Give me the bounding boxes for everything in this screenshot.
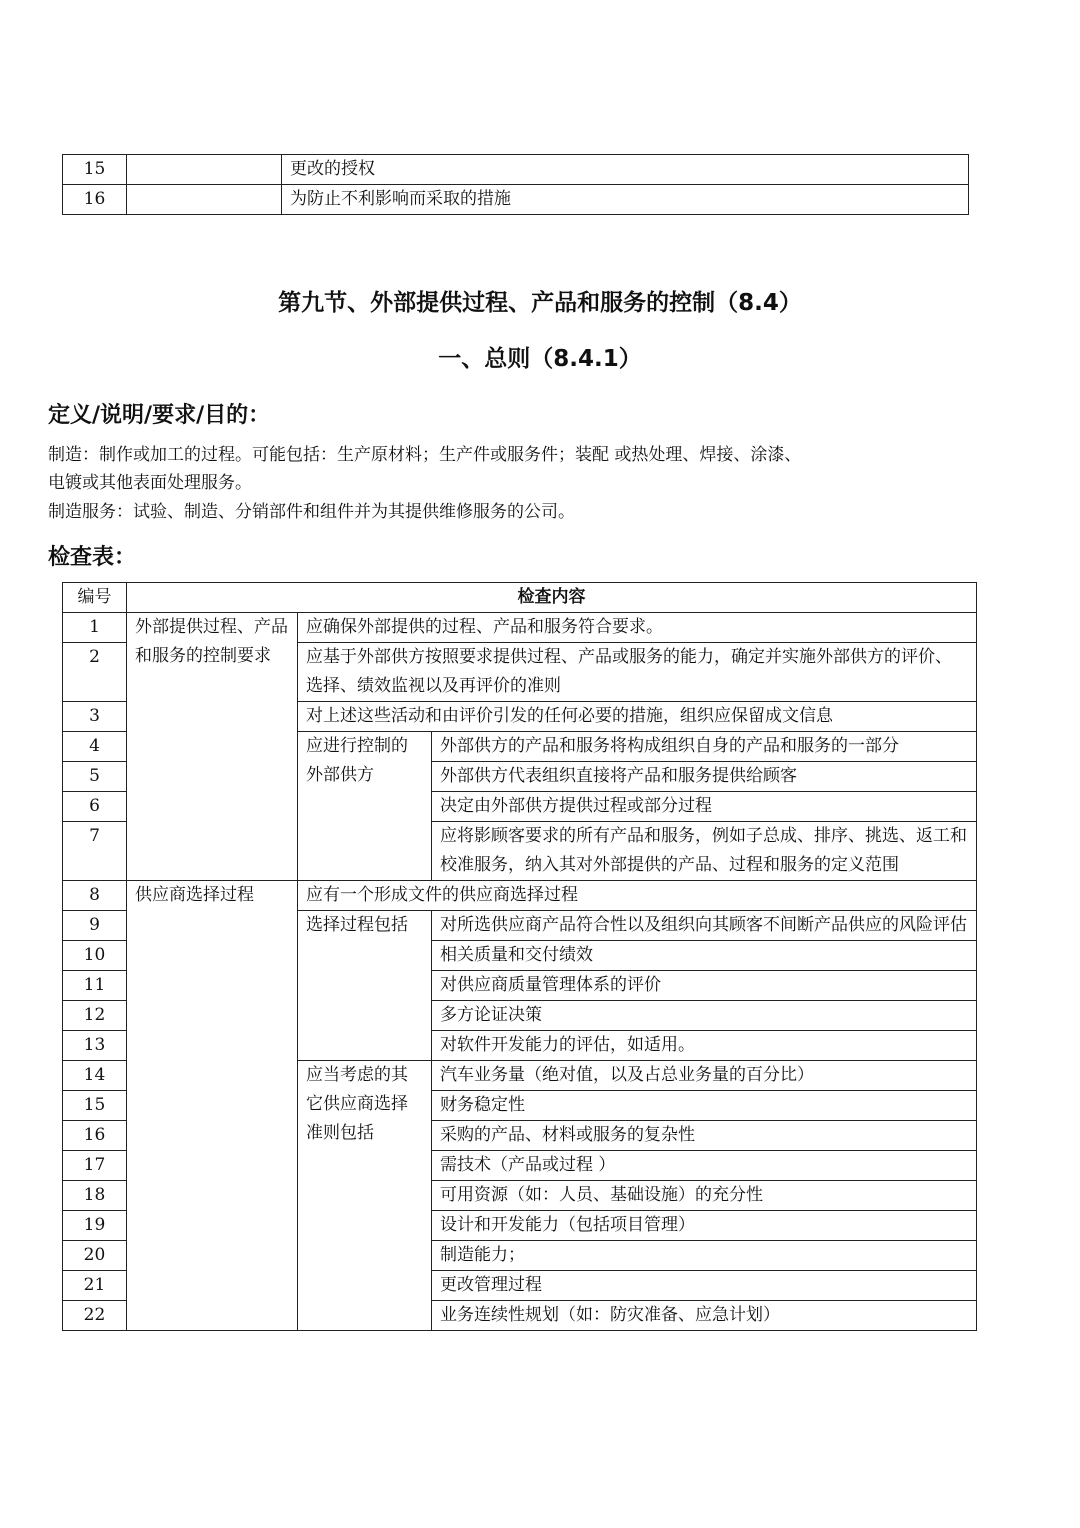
row-number: 5	[63, 762, 127, 792]
row-number: 13	[63, 1031, 127, 1061]
row-number: 6	[63, 792, 127, 822]
subsection-title: 一、总则（8.4.1）	[438, 346, 642, 372]
row-text: 对软件开发能力的评估，如适用。	[432, 1031, 977, 1061]
table-row	[63, 881, 977, 911]
group-label: 外部提供过程、产品和服务的控制要求	[127, 613, 298, 881]
empty-cell	[127, 155, 282, 185]
row-text: 更改管理过程	[432, 1271, 977, 1301]
row-number: 15	[63, 155, 127, 185]
row-text: 对供应商质量管理体系的评价	[432, 971, 977, 1001]
row-number: 7	[63, 822, 127, 881]
row-text: 采购的产品、材料或服务的复杂性	[432, 1121, 977, 1151]
row-text: 应确保外部提供的过程、产品和服务符合要求。	[298, 613, 977, 643]
row-number: 2	[63, 643, 127, 702]
row-text: 可用资源（如：人员、基础设施）的充分性	[432, 1181, 977, 1211]
row-text: 对上述这些活动和由评价引发的任何必要的措施，组织应保留成文信息	[298, 702, 977, 732]
row-text: 对所选供应商产品符合性以及组织向其顾客不间断产品供应的风险评估	[432, 911, 977, 941]
row-text: 应将影顾客要求的所有产品和服务，例如子总成、排序、挑选、返工和校准服务，纳入其对外部提供的产品、过程和服务的定义范围	[432, 822, 977, 881]
row-number: 20	[63, 1241, 127, 1271]
row-number: 14	[63, 1061, 127, 1091]
row-text: 多方论证决策	[432, 1001, 977, 1031]
row-number: 12	[63, 1001, 127, 1031]
row-text: 设计和开发能力（包括项目管理）	[432, 1211, 977, 1241]
row-number: 16	[63, 1121, 127, 1151]
row-number: 22	[63, 1301, 127, 1331]
row-text: 业务连续性规划（如：防灾准备、应急计划）	[432, 1301, 977, 1331]
row-text: 为防止不利影响而采取的措施	[282, 185, 969, 215]
row-number: 10	[63, 941, 127, 971]
empty-cell	[127, 185, 282, 215]
row-text: 财务稳定性	[432, 1091, 977, 1121]
row-number: 18	[63, 1181, 127, 1211]
row-number: 16	[63, 185, 127, 215]
checklist-heading: 检查表：	[48, 545, 137, 570]
row-text: 外部供方的产品和服务将构成组织自身的产品和服务的一部分	[432, 732, 977, 762]
row-text: 外部供方代表组织直接将产品和服务提供给顾客	[432, 762, 977, 792]
row-number: 1	[63, 613, 127, 643]
row-number: 17	[63, 1151, 127, 1181]
row-text: 需技术（产品或过程 ）	[432, 1151, 977, 1181]
sub-group-label: 选择过程包括	[298, 911, 432, 1061]
section-title: 第九节、外部提供过程、产品和服务的控制（8.4）	[278, 290, 802, 316]
definition-line: 电镀或其他表面处理服务。	[48, 473, 252, 493]
row-text: 制造能力；	[432, 1241, 977, 1271]
group-label: 供应商选择过程	[127, 881, 298, 1331]
row-text: 汽车业务量（绝对值，以及占总业务量的百分比）	[432, 1061, 977, 1091]
table-row	[63, 185, 969, 215]
sub-group-label: 应当考虑的其它供应商选择准则包括	[298, 1061, 432, 1331]
continued-table	[62, 154, 969, 215]
row-number: 8	[63, 881, 127, 911]
row-text: 相关质量和交付绩效	[432, 941, 977, 971]
row-number: 15	[63, 1091, 127, 1121]
row-number: 3	[63, 702, 127, 732]
definition-heading: 定义/说明/要求/目的：	[48, 403, 271, 428]
row-number: 4	[63, 732, 127, 762]
row-number: 11	[63, 971, 127, 1001]
checklist-table	[62, 582, 977, 1331]
header-content: 检查内容	[127, 583, 977, 613]
table-row	[63, 155, 969, 185]
row-text: 决定由外部供方提供过程或部分过程	[432, 792, 977, 822]
row-number: 19	[63, 1211, 127, 1241]
table-header-row	[63, 583, 977, 613]
header-number: 编号	[63, 583, 127, 613]
definition-line: 制造服务：试验、制造、分销部件和组件并为其提供维修服务的公司。	[48, 502, 575, 522]
row-number: 9	[63, 911, 127, 941]
definition-line: 制造：制作或加工的过程。可能包括：生产原材料；生产件或服务件；装配 或热处理、焊接、涂漆、	[48, 445, 802, 465]
row-text: 更改的授权	[282, 155, 969, 185]
row-text: 应基于外部供方按照要求提供过程、产品或服务的能力，确定并实施外部供方的评价、选择、绩效监视以及再评价的准则	[298, 643, 977, 702]
sub-group-label: 应进行控制的外部供方	[298, 732, 432, 881]
row-text: 应有一个形成文件的供应商选择过程	[298, 881, 977, 911]
row-number: 21	[63, 1271, 127, 1301]
table-row	[63, 613, 977, 643]
